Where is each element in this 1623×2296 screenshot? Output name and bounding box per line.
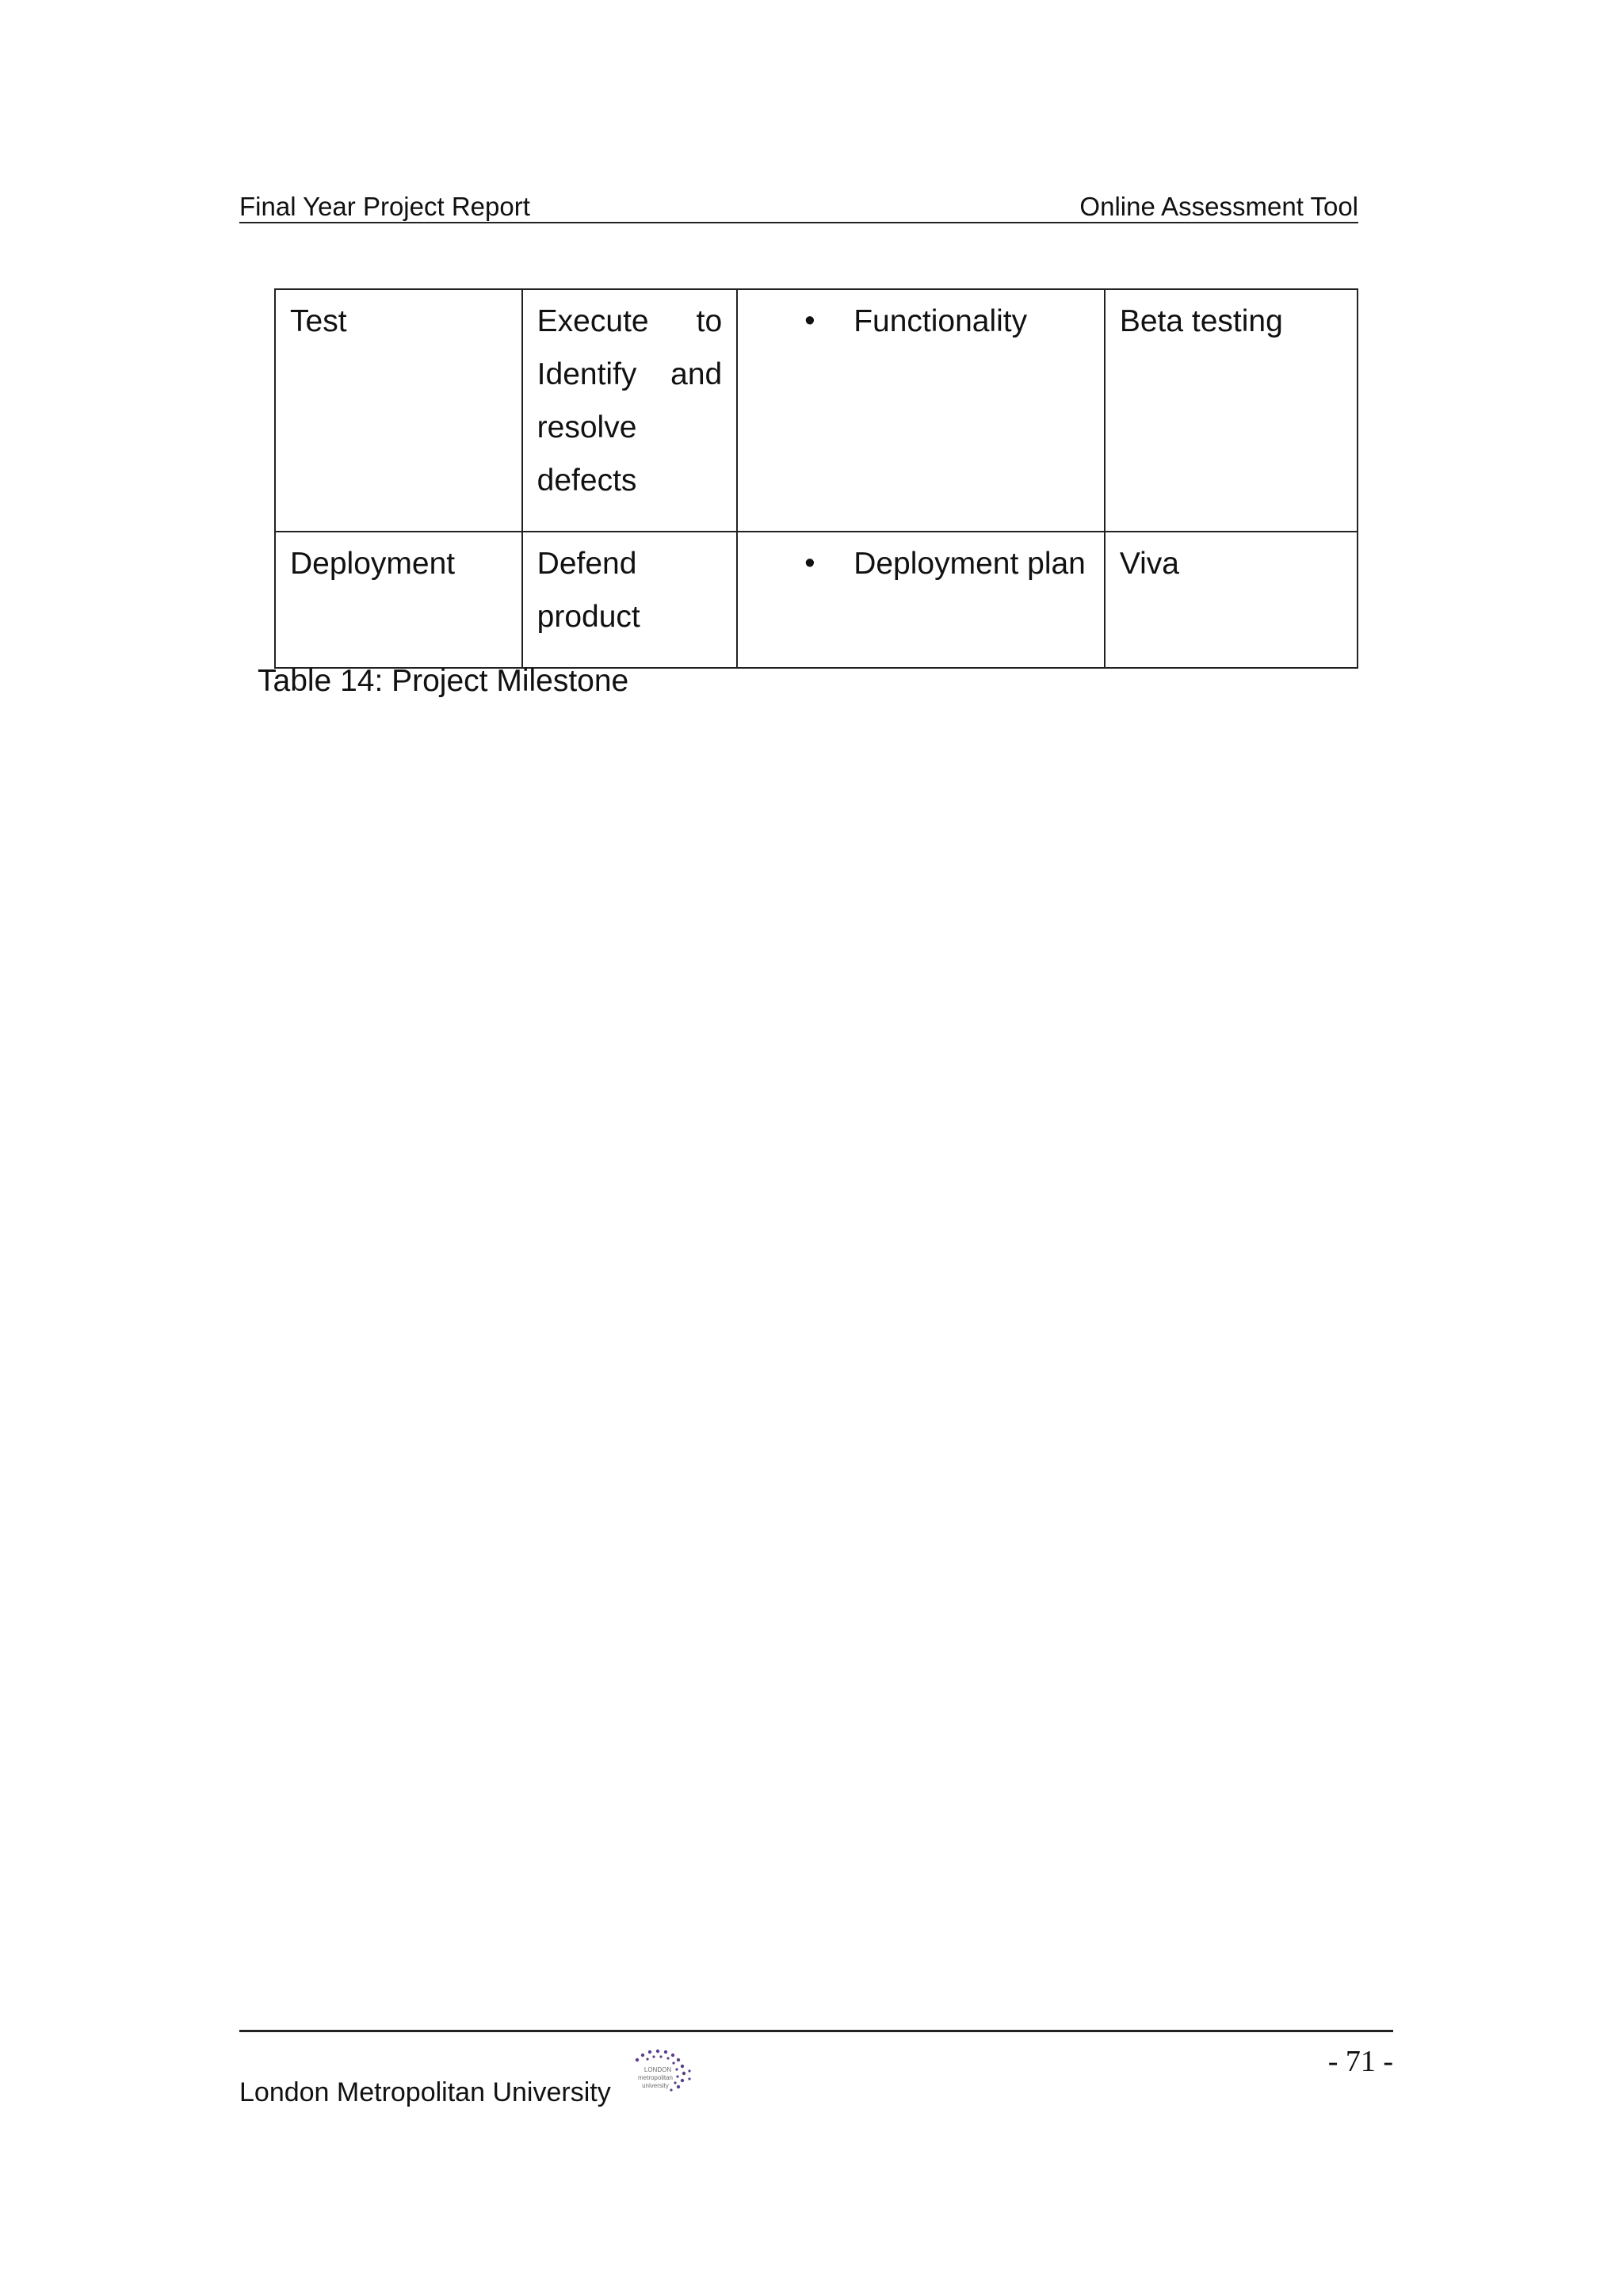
table-cell-phase (275, 289, 522, 532)
goal-text-line: defects (537, 463, 637, 498)
table-cell-deliverables (737, 532, 1105, 668)
table-cell-goal (522, 289, 738, 532)
table-row (275, 289, 1358, 532)
footer-university-name: London Metropolitan University (239, 2077, 611, 2107)
goal-text-line: Execute to (537, 304, 723, 338)
table-cell-deliverables (737, 289, 1105, 532)
project-milestone-table (274, 288, 1358, 669)
header-project-title: Online Assessment Tool (1079, 192, 1358, 221)
university-logo-icon (618, 2047, 697, 2100)
logo-text-metropolitan: metropolitan (637, 2074, 674, 2081)
review-text: Viva (1119, 547, 1179, 581)
phase-text: Deployment (290, 547, 456, 581)
table-cell-phase (275, 532, 522, 668)
goal-text-line: resolve (537, 410, 637, 444)
goal-text-line: Defend (537, 547, 637, 581)
deliverable-list-item (754, 537, 1090, 590)
logo-text-london: LONDON (643, 2066, 672, 2073)
footer-divider (239, 2030, 1393, 2032)
goal-text-line: Identify and (537, 357, 723, 391)
table-caption: Table 14: Project Milestone (258, 664, 629, 698)
table-cell-review (1105, 289, 1358, 532)
deliverable-text: Deployment plan (854, 547, 1086, 581)
review-text: Beta testing (1119, 304, 1283, 338)
bullet-icon: • (804, 304, 815, 338)
goal-text-line: product (537, 600, 640, 634)
logo-text-university: university (642, 2082, 669, 2089)
page-number: - 71 - (1327, 2045, 1393, 2078)
phase-text: Test (290, 304, 347, 338)
header-document-title: Final Year Project Report (239, 192, 530, 221)
deliverable-list-item (754, 295, 1090, 348)
deliverable-text: Functionality (854, 304, 1028, 338)
bullet-icon: • (804, 547, 815, 580)
page-header (239, 190, 1358, 223)
table-row (275, 532, 1358, 668)
table-cell-goal (522, 532, 738, 668)
table-cell-review (1105, 532, 1358, 668)
